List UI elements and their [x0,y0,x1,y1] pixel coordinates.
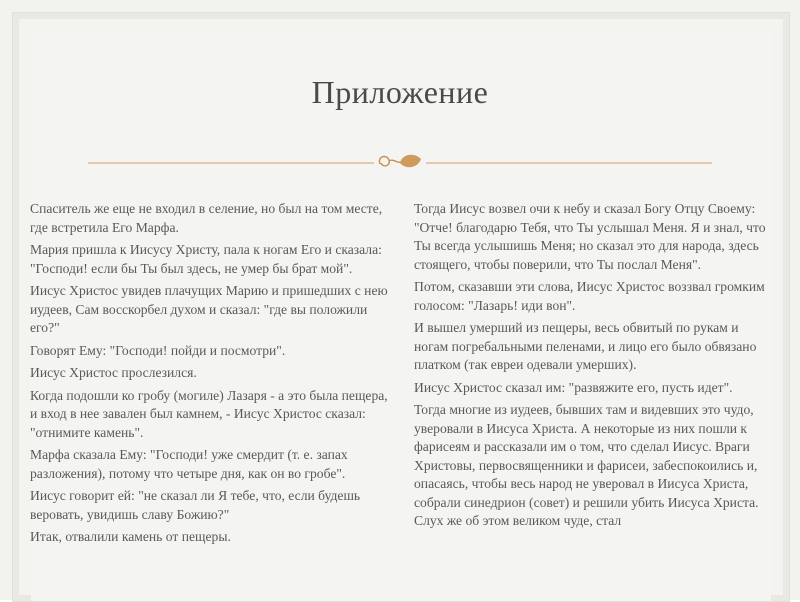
paragraph: Иисус говорит ей: "не сказал ли Я тебе, что, если будешь веровать, увидишь славу Божию?" [30,488,361,522]
paragraph: Марфа сказала Ему: "Господи! уже смердит (т. е. запах разложения), потому что четыре дня, как он во гробе". [30,447,348,481]
paragraph: Тогда Иисус возвел очи к небу и сказал Богу Отцу Своему: "Отче! благодарю Тебя, что Ты услышал Меня. Я и знал, что Ты всегда услышишь Меня; но сказал это для народа, здесь стоящего, чтобы поверили, что Ты послал Меня". [414,201,766,272]
paragraph: Иисус Христос прослезился. [30,365,197,380]
paragraph: Когда подошли ко гробу (могиле) Лазаря - а это была пещера, и вход в нее завален был камнем, - Иисус Христос сказал: "отнимите камень". [30,387,388,440]
paragraph: Потом, сказавши эти слова, Иисус Христос воззвал громким голосом: "Лазарь! иди вон". [414,279,765,313]
right-text-column [414,200,776,535]
paragraph: Тогда многие из иудеев, бывших там и видевших это чудо, уверовали в Иисуса Христа. А некоторые из них пошли к фарисеям и рассказали им о том, что сделал Иисус. Враги Христовы, первосвященники и фарисеи, забеспокоились и, опасаясь, чтобы весь народ не уверовал в Иисуса Христа, собрали синедрион (совет) и решили убить Иисуса Христа. Слух же об этом великом чуде, стал [414,402,759,528]
slide-title: Приложение [311,74,489,110]
flourish-leaf [400,155,421,167]
flourish-swirl [379,157,401,166]
flourish-divider-icon [88,150,712,174]
paragraph: Говорят Ему: "Господи! пойди и посмотри". [30,342,286,358]
paragraph: Мария пришла к Иисусу Христу, пала к ногам Его и сказала: "Господи! если бы Ты был здесь, не умер бы брат мой". [30,242,382,276]
left-text-column [30,200,392,551]
paragraph: И вышел умерший из пещеры, весь обвитый по рукам и ногам погребальными пеленами, и лицо его было обвязано платком (так евреи одевали умерших). [414,320,757,372]
paragraph: Иисус Христос увидев плачущих Марию и пришедших с нею иудеев, Сам восскорбел духом и сказал: "где вы положили его?" [30,283,388,335]
paragraph: Спаситель же еще не входил в селение, но был на том месте, где встретила Его Марфа. [30,201,383,235]
paragraph: Итак, отвалили камень от пещеры. [30,529,231,544]
paragraph: Иисус Христос сказал им: "развяжите его, пусть идет". [414,379,733,395]
